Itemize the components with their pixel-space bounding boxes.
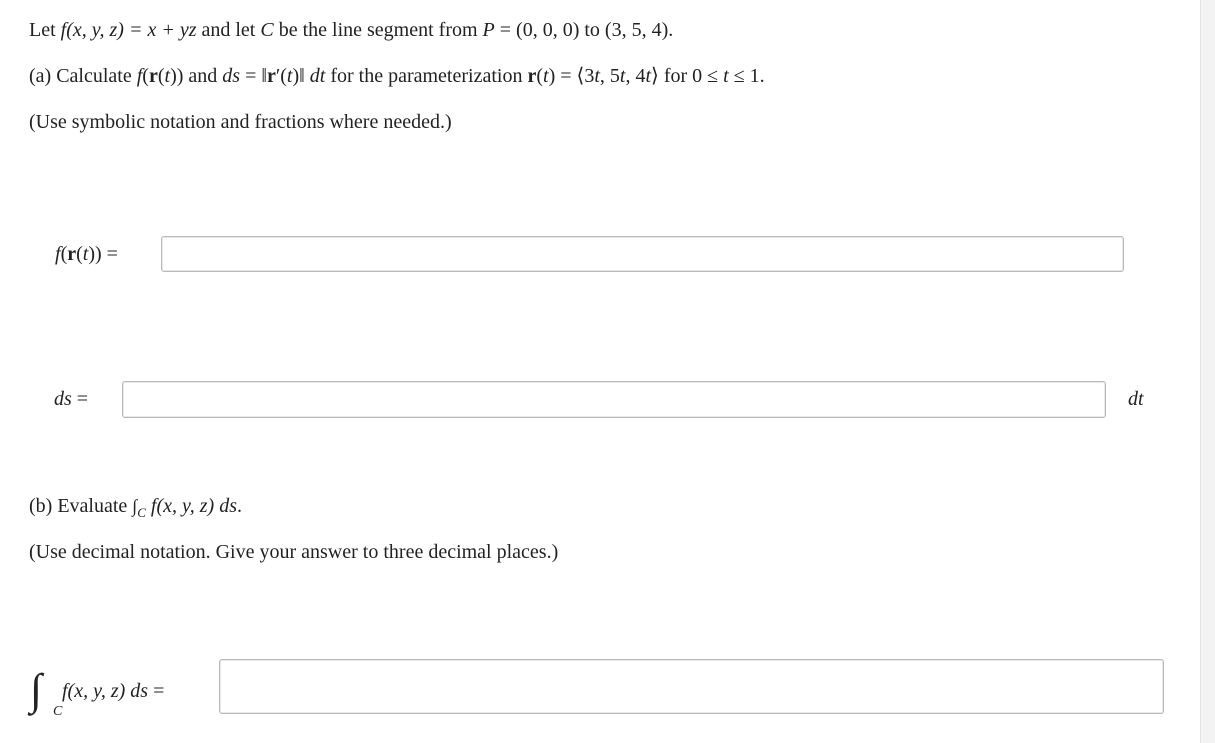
hint-a: (Use symbolic notation and fractions where needed.) (29, 111, 452, 133)
math: f(x, y, z) ds (62, 680, 149, 702)
text: , 4 (625, 65, 646, 87)
math-vector: r (67, 243, 77, 265)
text: (b) Evaluate (29, 495, 133, 517)
ds-label (54, 387, 88, 411)
math: t (543, 65, 549, 87)
math-point-name: P (482, 19, 495, 41)
text: ( (157, 65, 165, 87)
math: ds (222, 65, 241, 87)
text: and let (196, 19, 261, 41)
math: t (164, 65, 171, 87)
hint-b: (Use decimal notation. Give your answer to three decimal places.) (29, 541, 559, 563)
text: ( (76, 243, 83, 265)
part-a-statement (29, 64, 765, 88)
math-curve-name: C (260, 19, 274, 41)
integral-answer-input[interactable] (219, 659, 1164, 714)
integral-symbol: ∫ (132, 496, 138, 516)
text: be the line segment from (273, 19, 483, 41)
dt-suffix: dt (1128, 388, 1144, 410)
text: Let (29, 19, 61, 41)
text: for the parameterization (325, 65, 528, 87)
text: )) = (88, 243, 118, 265)
math: f (55, 243, 61, 265)
math: t (286, 65, 293, 87)
text: ′( (275, 65, 287, 87)
text: = (71, 388, 89, 410)
text: ( (60, 243, 68, 265)
text: ) = ⟨3 (548, 65, 595, 87)
text: = (148, 680, 165, 702)
text: = ‖ (240, 65, 267, 87)
text: )) and (170, 65, 223, 87)
integral-subscript: C (53, 704, 63, 719)
math: t (645, 65, 652, 87)
math-vector: r (148, 65, 158, 87)
integral-label (62, 679, 164, 703)
math: f (136, 65, 143, 87)
integral-subscript: C (137, 505, 146, 520)
text: ≤ 1. (728, 65, 765, 87)
page-scrollbar[interactable] (1200, 0, 1215, 743)
math: ds (54, 388, 72, 410)
fr-label (55, 242, 118, 266)
fr-answer-input[interactable] (161, 236, 1124, 272)
math: t (594, 65, 600, 87)
text: , 5 (599, 65, 620, 87)
math-vector: r (527, 65, 537, 87)
math: t (82, 243, 89, 265)
text: ( (536, 65, 544, 87)
text: ⟩ for 0 ≤ (651, 65, 724, 87)
text: )‖ (292, 65, 310, 87)
integral-symbol: ∫ (30, 665, 43, 714)
part-b-statement (29, 494, 242, 520)
text: ( (142, 65, 149, 87)
ds-answer-input[interactable] (122, 381, 1106, 418)
text: . (236, 495, 242, 517)
math: t (619, 65, 626, 87)
math: t (723, 65, 729, 87)
problem-statement (29, 18, 673, 42)
text: (a) Calculate (29, 65, 137, 87)
math-function: f(x, y, z) = x + yz (60, 19, 197, 41)
text: = (0, 0, 0) to (3, 5, 4). (494, 19, 674, 41)
math-vector: r (266, 65, 276, 87)
math: f(x, y, z) ds (145, 495, 237, 517)
math: dt (309, 65, 326, 87)
